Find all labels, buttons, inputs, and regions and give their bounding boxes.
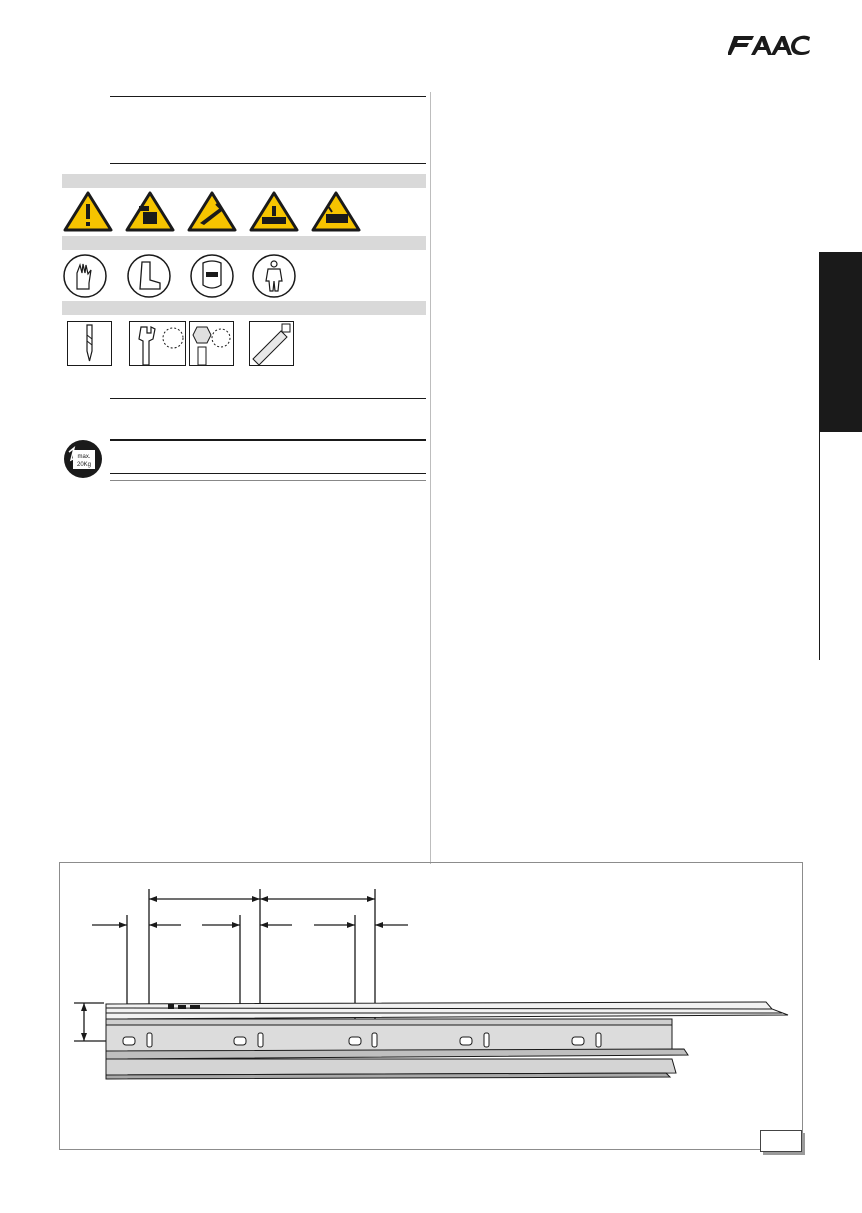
figure-number-box: [760, 1130, 802, 1152]
socket-wrench-icon: [190, 322, 234, 366]
section-rule-5: [110, 473, 426, 474]
section-rule-3: [110, 398, 426, 399]
warning-icons-row: [62, 190, 362, 232]
hand-crush-warning-icon: [127, 193, 173, 230]
safety-boots-icon: [128, 255, 170, 297]
open-wrench-icon: [130, 322, 186, 366]
tools-band: [62, 301, 426, 315]
welding-mask-icon: [191, 255, 233, 297]
ppe-icons-row: [62, 253, 302, 299]
foot-crush-warning-icon: [251, 193, 297, 230]
side-tab-line: [819, 432, 820, 660]
tools-icons-row: [67, 321, 297, 367]
general-warning-icon: [65, 193, 111, 230]
protective-gloves-icon: [64, 255, 106, 297]
ppe-band: [62, 236, 426, 250]
vehicle-crush-warning-icon: [313, 193, 359, 230]
hand-cut-warning-icon: [189, 193, 235, 230]
rail-dimension-drawing: [60, 863, 802, 1149]
warning-band: [62, 174, 426, 188]
section-rule-4: [110, 439, 426, 441]
faac-logo: [728, 34, 812, 56]
max-weight-icon: [62, 438, 104, 480]
column-divider: [430, 92, 431, 864]
svg-text:20Kg: 20Kg: [76, 462, 92, 468]
spirit-level-icon: [250, 322, 294, 366]
drill-bit-icon: [68, 322, 112, 366]
svg-text:max.: max.: [77, 454, 91, 460]
section-rule-2: [110, 163, 426, 164]
section-rule-top: [110, 96, 426, 97]
protective-suit-icon: [253, 255, 295, 297]
section-rule-6: [110, 480, 426, 481]
language-side-tab: [819, 252, 862, 432]
